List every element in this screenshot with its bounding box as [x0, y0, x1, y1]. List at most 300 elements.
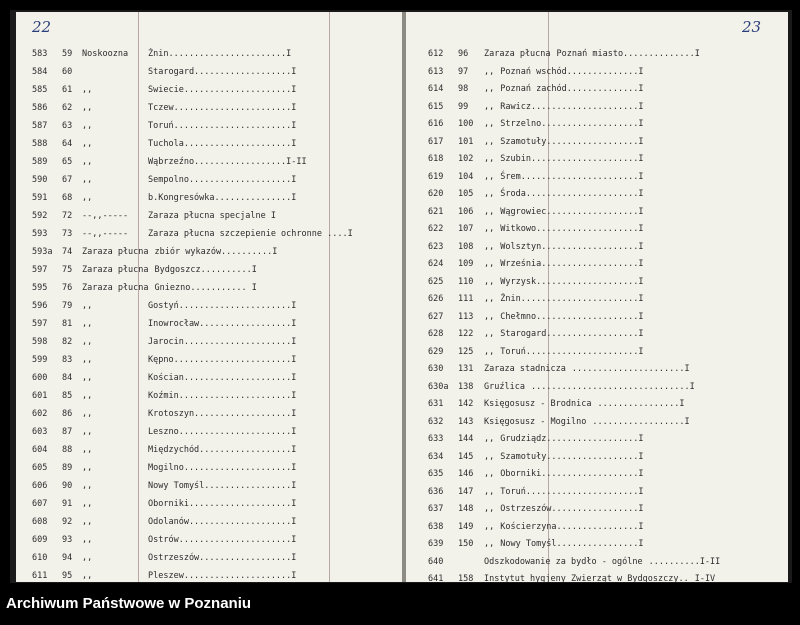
sub-number: 76	[62, 283, 73, 293]
right-page	[406, 12, 788, 582]
sub-number: 68	[62, 193, 73, 203]
entry-name: ,,	[82, 463, 93, 473]
entry-number: 629	[428, 346, 444, 357]
entry-number: 601	[32, 391, 48, 401]
entry-name: ,,	[484, 154, 495, 164]
sub-number: 67	[62, 175, 73, 185]
entry-place: Inowrocław..................I	[148, 319, 297, 329]
entry-number: 591	[32, 193, 48, 203]
entry-place: Ostrów......................I	[148, 535, 297, 545]
sub-number: 125	[458, 346, 474, 357]
entry-number: 599	[32, 355, 48, 365]
ledger-row	[428, 483, 644, 501]
entry-number: 600	[32, 373, 48, 383]
entry-place: Mogilno.....................I	[148, 463, 297, 473]
sub-number: 98	[458, 84, 469, 94]
ledger-row	[428, 430, 644, 448]
entry-place: Krotoszyn...................I	[148, 409, 297, 419]
ledger-row	[32, 225, 353, 243]
entry-number: 612	[428, 49, 444, 59]
entry-name: ,,	[484, 259, 495, 269]
entry-name: ,,	[82, 553, 93, 563]
ledger-row	[428, 238, 644, 256]
entry-number: 633	[428, 434, 444, 444]
entry-place: ...............................I	[530, 381, 695, 392]
entry-number: 611	[32, 571, 48, 581]
entry-place: Zaraza płucna specjalne I	[148, 211, 276, 221]
ledger-row	[32, 135, 296, 153]
entry-number: 597	[32, 319, 48, 329]
entry-number: 586	[32, 103, 48, 113]
entry-place: Żnin.......................I	[500, 294, 644, 304]
entry-name: ,,	[484, 171, 495, 182]
ledger-row	[32, 171, 296, 189]
entry-name: ,,	[82, 85, 93, 95]
ledger-row	[32, 333, 296, 351]
entry-number: 625	[428, 276, 444, 287]
sub-number: 64	[62, 139, 73, 149]
entry-name: ,,	[484, 84, 495, 94]
entry-number: 590	[32, 175, 48, 185]
ledger-row	[428, 500, 644, 518]
entry-number: 618	[428, 154, 444, 164]
entry-name: ,,	[82, 337, 93, 347]
entry-number: 626	[428, 294, 444, 304]
entry-place: b.Kongresówka...............I	[148, 193, 297, 203]
ledger-row	[32, 261, 257, 279]
entry-name: ,,	[484, 346, 495, 357]
sub-number: 92	[62, 517, 73, 527]
entry-name: Gruźlica	[484, 381, 525, 392]
entry-name: ,,	[484, 504, 495, 514]
entry-name: ,,	[82, 193, 93, 203]
sub-number: 109	[458, 259, 474, 269]
entry-place: Kościerzyna................I	[500, 521, 644, 532]
entry-name: ,,	[82, 157, 93, 167]
entry-number: 596	[32, 301, 48, 311]
entry-number: 608	[32, 517, 48, 527]
entry-name: ,,	[484, 206, 495, 217]
entry-name: Księgosusz - Mogilno	[484, 416, 587, 427]
sub-number: 65	[62, 157, 73, 167]
ledger-row	[428, 570, 715, 582]
entry-name: ,,	[82, 103, 93, 113]
entry-number: 593a	[32, 247, 53, 257]
entry-number: 602	[32, 409, 48, 419]
entry-name: Zaraza płucna	[82, 247, 149, 257]
entry-name: --,,-----	[82, 229, 129, 239]
entry-name: ,,	[484, 241, 495, 252]
ledger-row	[428, 290, 644, 308]
ledger-row	[32, 549, 296, 567]
ledger-row	[32, 459, 296, 477]
entry-name	[82, 63, 142, 81]
sub-number: 82	[62, 337, 73, 347]
entry-number: 621	[428, 206, 444, 217]
entry-place: Środa......................I	[500, 189, 644, 199]
entry-name: Zaraza płucna	[82, 283, 149, 293]
ledger-row	[32, 387, 296, 405]
entry-name: ,,	[82, 535, 93, 545]
sub-number: 74	[62, 247, 73, 257]
entry-place: ......................I	[571, 364, 690, 374]
entry-number: 631	[428, 399, 444, 409]
sub-number: 148	[458, 504, 474, 514]
entry-place: Międzychód..................I	[148, 445, 297, 455]
sub-number: 102	[458, 154, 474, 164]
entry-place: Odolanów....................I	[148, 517, 297, 527]
sub-number: 85	[62, 391, 73, 401]
sub-number: 106	[458, 206, 474, 217]
sub-number: 96	[458, 49, 469, 59]
entry-name: ,,	[484, 311, 495, 322]
entry-name: ,,	[82, 517, 93, 527]
ledger-row	[428, 255, 644, 273]
entry-place: ..........I-II	[648, 556, 721, 567]
ledger-row	[428, 185, 644, 203]
sub-number: 131	[458, 364, 474, 374]
sub-number: 111	[458, 294, 474, 304]
sub-number: 108	[458, 241, 474, 252]
ledger-row	[428, 308, 644, 326]
entry-name: Zaraza płucna	[484, 49, 551, 59]
entry-place: Grudziądz..................I	[500, 434, 644, 444]
entry-place: Wągrowiec..................I	[500, 206, 644, 217]
entry-number: 609	[32, 535, 48, 545]
sub-number: 81	[62, 319, 73, 329]
page-number: 23	[742, 18, 762, 36]
ledger-row	[428, 343, 644, 361]
entry-number: 628	[428, 329, 444, 339]
entry-number: 595	[32, 283, 48, 293]
ledger-row	[32, 279, 257, 297]
entry-number: 637	[428, 504, 444, 514]
entry-number: 607	[32, 499, 48, 509]
entry-number: 641	[428, 574, 444, 582]
entry-name: Instytut hygjeny Zwierząt w Bydgoszczy..	[484, 574, 689, 582]
entry-number: 592	[32, 211, 48, 221]
ledger-row	[32, 531, 296, 549]
ledger-row	[32, 513, 296, 531]
entry-place: Jarocin.....................I	[148, 337, 297, 347]
entry-name: ,,	[82, 445, 93, 455]
sub-number: 147	[458, 486, 474, 497]
entry-place: Toruń.......................I	[148, 121, 297, 131]
sub-number: 144	[458, 434, 474, 444]
sub-number: 99	[458, 101, 469, 112]
entry-name: ,,	[82, 319, 93, 329]
entry-place: Strzelno...................I	[500, 119, 644, 129]
entry-place: Starogard...................I	[148, 67, 297, 77]
entry-place: Kępno.......................I	[148, 355, 297, 365]
entry-name: ,,	[484, 434, 495, 444]
entry-name: Zaraza stadnicza	[484, 364, 566, 374]
sub-number: 73	[62, 229, 73, 239]
entry-place: Witkowo....................I	[500, 224, 644, 234]
sub-number: 113	[458, 311, 474, 322]
ledger-row	[32, 297, 296, 315]
entry-name: ,,	[82, 139, 93, 149]
sub-number: 83	[62, 355, 73, 365]
scanned-ledger	[10, 10, 792, 583]
ledger-row	[428, 413, 690, 431]
sub-number	[458, 553, 484, 571]
sub-number: 122	[458, 329, 474, 339]
entry-name: ,,	[484, 329, 495, 339]
sub-number: 79	[62, 301, 73, 311]
ledger-row	[428, 203, 644, 221]
sub-number: 158	[458, 574, 474, 582]
entry-number: 620	[428, 189, 444, 199]
sub-number: 145	[458, 451, 474, 462]
entry-place: Toruń......................I	[500, 346, 644, 357]
sub-number: 59	[62, 49, 73, 59]
sub-number: 84	[62, 373, 73, 383]
ledger-row	[428, 448, 644, 466]
entry-number: 635	[428, 469, 444, 479]
ledger-row	[32, 45, 291, 63]
sub-number: 61	[62, 85, 73, 95]
ledger-row	[428, 45, 700, 63]
entry-number: 613	[428, 66, 444, 77]
ledger-row	[32, 441, 296, 459]
ledger-row	[32, 81, 296, 99]
sub-number: 97	[458, 66, 469, 77]
sub-number: 105	[458, 189, 474, 199]
entry-place: Ostrzeszów.................I	[500, 504, 644, 514]
entry-place: Ostrzeszów..................I	[148, 553, 297, 563]
entry-number: 615	[428, 101, 444, 112]
entry-number: 610	[32, 553, 48, 563]
ledger-row	[428, 378, 695, 396]
ledger-row	[428, 63, 644, 81]
sub-number: 90	[62, 481, 73, 491]
entry-number: 584	[32, 67, 48, 77]
entry-number: 589	[32, 157, 48, 167]
entry-name: ,,	[82, 301, 93, 311]
entry-number: 636	[428, 486, 444, 497]
ledger-row	[428, 98, 644, 116]
sub-number: 107	[458, 224, 474, 234]
ledger-row	[32, 477, 296, 495]
entry-place: Zaraza płucna szczepienie ochronne ....I	[148, 229, 353, 239]
entry-number: 630	[428, 364, 444, 374]
entry-name: ,,	[82, 175, 93, 185]
entry-place: Września...................I	[500, 259, 644, 269]
entry-name: ,,	[484, 66, 495, 77]
entry-place: Bydgoszcz..........I	[154, 265, 257, 275]
entry-place: Leszno......................I	[148, 427, 297, 437]
entry-number: 605	[32, 463, 48, 473]
ledger-row	[32, 567, 296, 582]
entry-name: ,,	[484, 469, 495, 479]
ledger-row	[428, 168, 644, 186]
entry-number: 597	[32, 265, 48, 275]
entry-place: Pleszew.....................I	[148, 571, 297, 581]
entry-name: --,,-----	[82, 211, 129, 221]
entry-number: 639	[428, 539, 444, 549]
sub-number: 63	[62, 121, 73, 131]
sub-number: 87	[62, 427, 73, 437]
ledger-row	[32, 99, 296, 117]
entry-name: ,,	[484, 224, 495, 234]
entry-number: 623	[428, 241, 444, 252]
entry-place: Oborniki...................I	[500, 469, 644, 479]
entry-place: Poznań zachód..............I	[500, 84, 644, 94]
ledger-row	[428, 133, 644, 151]
sub-number: 93	[62, 535, 73, 545]
entry-number: 640	[428, 556, 444, 567]
entry-number: 587	[32, 121, 48, 131]
sub-number: 95	[62, 571, 73, 581]
entry-name: ,,	[82, 121, 93, 131]
ledger-row	[428, 395, 684, 413]
entry-name: ,,	[82, 427, 93, 437]
entry-place: Rawicz.....................I	[500, 101, 644, 112]
entry-place: Wąbrzeźno..................I-II	[148, 157, 307, 167]
column-rule	[329, 12, 330, 582]
ledger-row	[428, 220, 644, 238]
entry-number: 634	[428, 451, 444, 462]
entry-number: 614	[428, 84, 444, 94]
ledger-row	[428, 465, 644, 483]
ledger-row	[428, 518, 644, 536]
entry-name: Odszkodowanie za bydło - ogólne	[484, 556, 643, 567]
sub-number: 104	[458, 171, 474, 182]
entry-place: Toruń......................I	[500, 486, 644, 497]
ledger-row	[32, 153, 307, 171]
sub-number: 91	[62, 499, 73, 509]
entry-place: Kościan.....................I	[148, 373, 297, 383]
entry-number: 617	[428, 136, 444, 147]
ledger-row	[32, 423, 296, 441]
entry-name: ,,	[484, 451, 495, 462]
entry-number: 583	[32, 49, 48, 59]
entry-name: ,,	[484, 294, 495, 304]
entry-number: 593	[32, 229, 48, 239]
sub-number: 150	[458, 539, 474, 549]
entry-place: Śrem.......................I	[500, 171, 644, 182]
sub-number: 86	[62, 409, 73, 419]
entry-number: 598	[32, 337, 48, 347]
entry-place: Wyrzysk....................I	[500, 276, 644, 287]
entry-number: 638	[428, 521, 444, 532]
entry-number: 627	[428, 311, 444, 322]
entry-number: 622	[428, 224, 444, 234]
entry-name: ,,	[484, 189, 495, 199]
entry-place: I-IV	[694, 574, 716, 582]
ledger-row	[428, 115, 644, 133]
entry-place: Nowy Tomyśl................I	[500, 539, 644, 549]
ledger-row	[32, 117, 296, 135]
ledger-row	[428, 80, 644, 98]
entry-number: 632	[428, 416, 444, 427]
sub-number: 143	[458, 416, 474, 427]
ledger-row	[32, 351, 296, 369]
entry-place: Szamotuły..................I	[500, 451, 644, 462]
ledger-row	[428, 325, 644, 343]
entry-name: ,,	[82, 373, 93, 383]
entry-name: ,,	[484, 136, 495, 147]
entry-place: Tuchola.....................I	[148, 139, 297, 149]
entry-place: Gostyń......................I	[148, 301, 297, 311]
entry-name: ,,	[484, 521, 495, 532]
entry-number: 588	[32, 139, 48, 149]
ledger-row	[32, 315, 296, 333]
entry-place: Wolsztyn...................I	[500, 241, 644, 252]
entry-name: Księgosusz - Brodnica	[484, 399, 592, 409]
page-number: 22	[32, 18, 52, 36]
entry-name: Noskoozna	[82, 49, 129, 59]
ledger-row	[32, 207, 276, 225]
ledger-row	[32, 243, 277, 261]
entry-place: Sempolno....................I	[148, 175, 297, 185]
entry-number: 630a	[428, 381, 449, 392]
sub-number: 138	[458, 381, 474, 392]
ledger-row	[428, 553, 720, 571]
entry-name: ,,	[82, 409, 93, 419]
entry-name: ,,	[82, 571, 93, 581]
entry-place: Nowy Tomyśl.................I	[148, 481, 297, 491]
left-page	[16, 12, 403, 582]
entry-place: Szubin.....................I	[500, 154, 644, 164]
entry-name: ,,	[484, 276, 495, 287]
sub-number: 94	[62, 553, 73, 563]
entry-number: 606	[32, 481, 48, 491]
sub-number: 89	[62, 463, 73, 473]
entry-name: ,,	[484, 486, 495, 497]
entry-place: Poznań wschód..............I	[500, 66, 644, 77]
entry-place: Koźmin......................I	[148, 391, 297, 401]
sub-number: 60	[62, 67, 73, 77]
sub-number: 100	[458, 119, 474, 129]
ledger-row	[32, 405, 296, 423]
ledger-row	[428, 150, 644, 168]
entry-place: Swiecie.....................I	[148, 85, 297, 95]
ledger-row	[32, 63, 296, 81]
entry-name: ,,	[484, 539, 495, 549]
sub-number: 88	[62, 445, 73, 455]
entry-name: ,,	[484, 101, 495, 112]
entry-place: Starogard..................I	[500, 329, 644, 339]
sub-number: 62	[62, 103, 73, 113]
entry-name: ,,	[82, 355, 93, 365]
entry-number: 585	[32, 85, 48, 95]
sub-number: 72	[62, 211, 73, 221]
ledger-row	[32, 189, 296, 207]
sub-number: 110	[458, 276, 474, 287]
entry-name: ,,	[82, 391, 93, 401]
entry-number: 619	[428, 171, 444, 182]
entry-name: ,,	[484, 119, 495, 129]
entry-place: zbiór wykazów..........I	[154, 247, 278, 257]
entry-place: Oborniki....................I	[148, 499, 297, 509]
footer-bar	[0, 583, 800, 625]
entry-number: 603	[32, 427, 48, 437]
entry-place: Żnin.......................I	[148, 49, 292, 59]
entry-name: ,,	[82, 481, 93, 491]
entry-name: Zaraza płucna	[82, 265, 149, 275]
ledger-row	[428, 535, 644, 553]
sub-number: 146	[458, 469, 474, 479]
ledger-row	[32, 495, 296, 513]
entry-place: Chełmno....................I	[500, 311, 644, 322]
ledger-row	[32, 369, 296, 387]
entry-number: 624	[428, 259, 444, 269]
ledger-row	[428, 360, 690, 378]
sub-number: 101	[458, 136, 474, 147]
archive-name: Archiwum Państwowe w Poznaniu	[6, 595, 252, 612]
